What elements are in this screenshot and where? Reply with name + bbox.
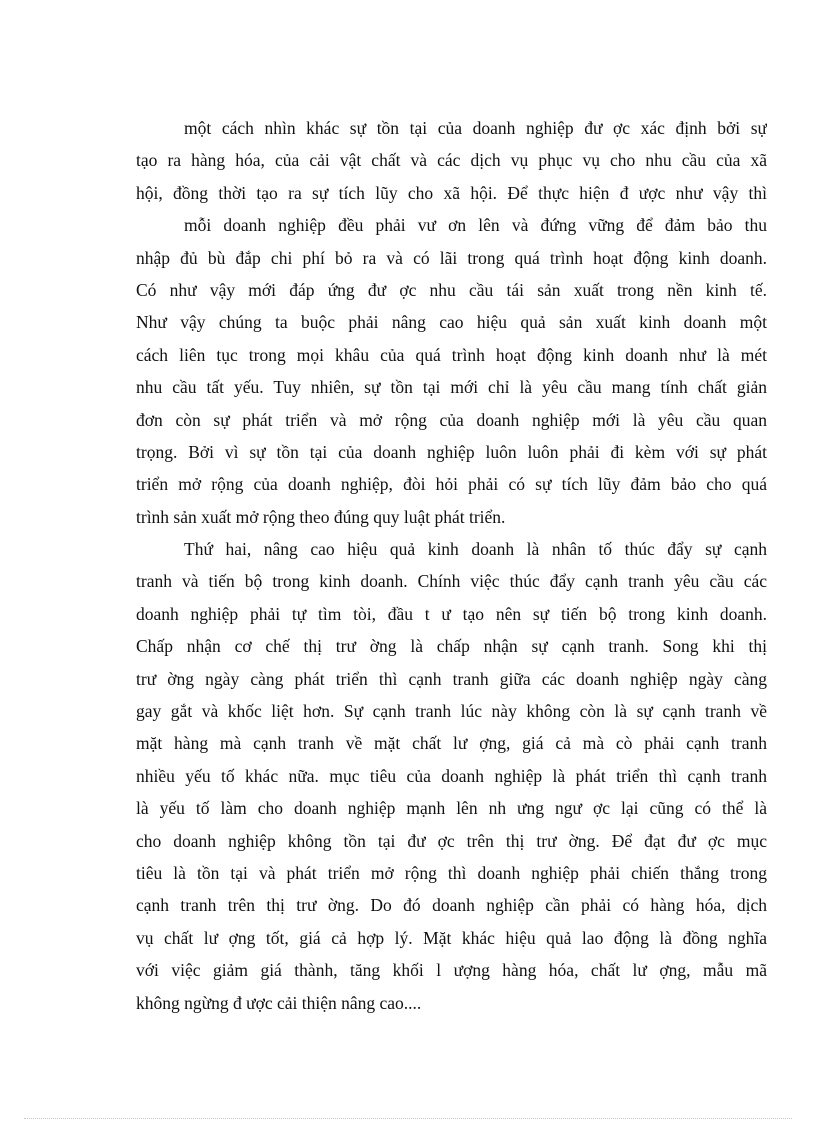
text-line: tranh và tiến bộ trong kinh doanh. Chính việc thúc đẩy cạnh tranh yêu cầu các — [136, 571, 767, 592]
text-line: gay gắt và khốc liệt hơn. Sự cạnh tranh lúc này không còn là sự cạnh tranh về — [136, 701, 767, 722]
text-line: trọng. Bởi vì sự tồn tại của doanh nghiệp luôn luôn phải đi kèm với sự phát — [136, 441, 767, 462]
body-text — [136, 112, 767, 1019]
text-line: nhu cầu tất yếu. Tuy nhiên, sự tồn tại mới chỉ là yêu cầu mang tính chất giản — [136, 377, 767, 398]
text-line: Như vậy chúng ta buộc phải nâng cao hiệu quả sản xuất kinh doanh một — [136, 312, 767, 333]
text-line: một cách nhìn khác sự tồn tại của doanh nghiệp đư ợc xác định bởi sự — [184, 118, 767, 138]
text-line: cạnh tranh trên thị trư ờng. Do đó doanh nghiệp cần phải có hàng hóa, dịch — [136, 895, 767, 916]
text-line: vụ chất lư ợng tốt, giá cả hợp lý. Mặt khác hiệu quả lao động là đồng nghĩa — [136, 927, 767, 948]
text-line: không ngừng đ ược cải thiện nâng cao.... — [136, 992, 422, 1013]
text-line: hội, đồng thời tạo ra sự tích lũy cho xã hội. Để thực hiện đ ược như vậy thì — [136, 182, 767, 203]
text-line: Có như vậy mới đáp ứng đư ợc nhu cầu tái sản xuất trong nền kinh tế. — [136, 279, 767, 300]
text-line: cho doanh nghiệp không tồn tại đư ợc trên thị trư ờng. Để đạt đư ợc mục — [136, 830, 767, 851]
text-line: doanh nghiệp phải tự tìm tòi, đầu t ư tạo nên sự tiến bộ trong kinh doanh. — [136, 603, 767, 624]
text-line: triển mở rộng của doanh nghiệp, đòi hỏi phải có sự tích lũy đảm bảo cho quá — [136, 474, 767, 495]
text-line: với việc giảm giá thành, tăng khối l ượng hàng hóa, chất lư ợng, mẫu mã — [136, 960, 767, 981]
text-line: nhiều yếu tố khác nữa. mục tiêu của doanh nghiệp là phát triển thì cạnh tranh — [136, 765, 767, 786]
text-line: mỗi doanh nghiệp đều phải vư ơn lên và đứng vững để đảm bảo thu — [184, 215, 767, 236]
text-line: tiêu là tồn tại và phát triển mở rộng thì doanh nghiệp phải chiến thắng trong — [136, 862, 767, 883]
page-bottom-divider — [24, 1118, 792, 1119]
text-line: Thứ hai, nâng cao hiệu quả kinh doanh là nhân tố thúc đẩy sự cạnh — [184, 539, 767, 560]
text-line: Chấp nhận cơ chế thị trư ờng là chấp nhận sự cạnh tranh. Song khi thị — [136, 636, 767, 657]
text-line: tạo ra hàng hóa, của cải vật chất và các dịch vụ phục vụ cho nhu cầu của xã — [136, 150, 767, 171]
text-line: trư ờng ngày càng phát triển thì cạnh tranh giữa các doanh nghiệp ngày càng — [136, 668, 767, 689]
text-line: là yếu tố làm cho doanh nghiệp mạnh lên nh ưng ngư ợc lại cũng có thể là — [136, 798, 767, 819]
text-line: trình sản xuất mở rộng theo đúng quy luật phát triển. — [136, 506, 506, 527]
text-line: cách liên tục trong mọi khâu của quá trình hoạt động kinh doanh như là mét — [136, 344, 767, 365]
text-line: đơn còn sự phát triển và mở rộng của doanh nghiệp mới là yêu cầu quan — [136, 409, 767, 430]
text-line: mặt hàng mà cạnh tranh về mặt chất lư ợng, giá cả mà cò phải cạnh tranh — [136, 733, 767, 754]
text-line: nhập đủ bù đắp chi phí bỏ ra và có lãi trong quá trình hoạt động kinh doanh. — [136, 247, 767, 268]
